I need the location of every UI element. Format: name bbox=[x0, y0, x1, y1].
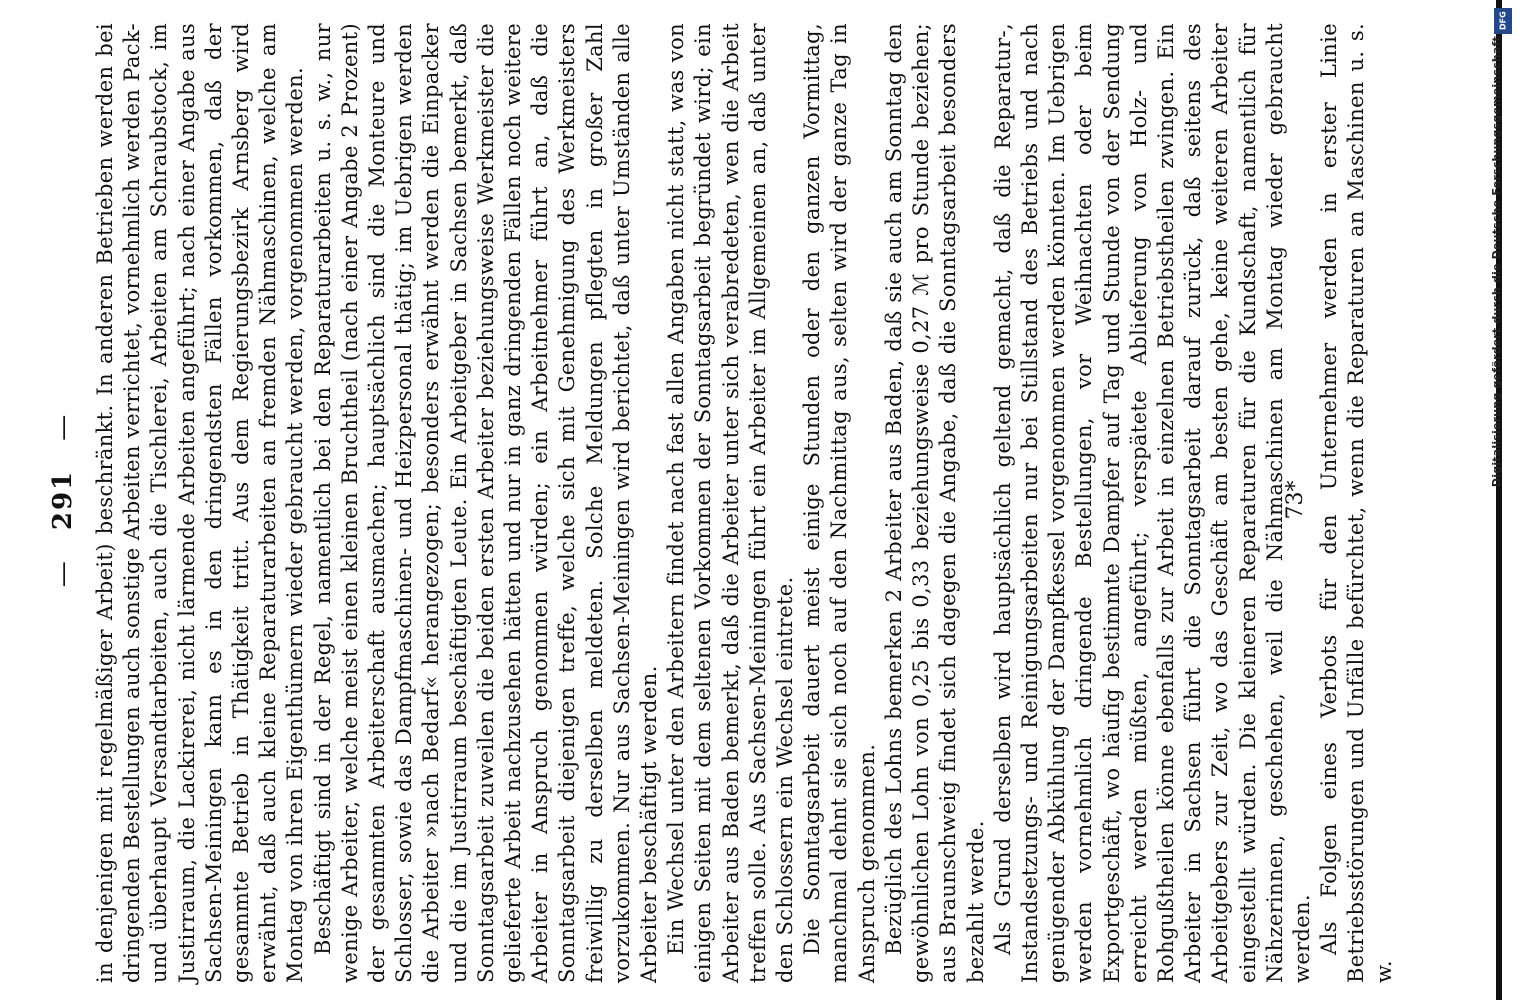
paragraph: in denjenigen mit regelmäßiger Arbeit) beschränkt. In anderen Betrieben werden bei dringenden Bestellungen auch sonstige Arbeiten verrichtet, vornehmlich werden Pack- und überhaupt Versandtarbeiten, auch die Tischlerei, Arbeiten am Schraubstock, im Justirraum, die Lackirerei, nicht lärmende Arbeiten angeführt; nach einer Angabe aus Sachsen-Meiningen kann es in den dringendsten Fällen vorkommen, daß der gesammte Betrieb in Thätigkeit tritt. Aus dem Regierungsbezirk Arnsberg wird erwähnt, daß auch kleine Reparaturarbeiten an fremden Nähmaschinen, welche am Montag von ihren Eigenthümern wieder gebraucht werden, vorgenommen werden. bbox=[93, 23, 308, 983]
paragraph: Ein Wechsel unter den Arbeitern findet nach fast allen Angaben nicht statt, was von einigen Seiten mit dem seltenen Vorkommen der Sonntagsarbeit begründet wird; ein Arbeiter aus Baden bemerkt, daß die Arbeiter unter sich verabredeten, wen die Arbeit treffen solle. Aus Sachsen-Meiningen führt ein Arbeiter im Allgemeinen an, daß unter den Schlossern ein Wechsel eintrete. bbox=[664, 23, 798, 983]
dfg-logo-icon: DFG bbox=[1494, 8, 1512, 34]
signature-mark: 73* bbox=[1283, 480, 1308, 520]
page-body-text bbox=[92, 23, 1398, 983]
digitization-sidebar bbox=[1488, 6, 1518, 996]
page-number: 291 bbox=[48, 469, 78, 531]
paragraph: Als Folgen eines Verbots für den Unternehmer werden in erster Linie Betriebsstörungen und Unfälle befürchtet, wenn die Reparaturen an Maschinen u. s. w. bbox=[1317, 23, 1396, 983]
paragraph: Beschäftigt sind in der Regel, namentlich bei den Reparaturarbeiten u. s. w., nur wenige Arbeiter, welche meist einen kleinen Bruchtheil (nach einer Angabe 2 Prozent) der gesammten Arbeiterschaft ausmachen; hauptsächlich sind die Monteure und Schlosser, sowie das Dampfmaschinen- und Heizpersonal thätig; im Uebrigen werden die Arbeiter »nach Bedarf« herangezogen; besonders erwähnt werden die Einpacker und die im Justirraum beschäftigten Leute. Ein Arbeitgeber in Sachsen bemerkt, daß Sonntagsarbeit zuweilen die beiden ersten Arbeiter beziehungsweise Werkmeister die gelieferte Arbeit nachzusehen hätten und nur in ganz dringenden Fällen noch weitere Arbeiter in Anspruch genommen würden; ein Arbeitnehmer führt an, daß die Sonntagsarbeit diejenigen treffe, welche sich mit Genehmigung des Werkmeisters freiwillig zu derselben meldeten. Solche Meldungen pflegten in großer Zahl vorzukommen. Nur aus Sachsen-Meiningen wird berichtet, daß unter Umständen alle Arbeiter beschäftigt werden. bbox=[310, 23, 662, 983]
page-header bbox=[48, 20, 78, 980]
paragraph: Die Sonntagsarbeit dauert meist einige Stunden oder den ganzen Vormittag, manchmal dehnt sie sich noch auf den Nachmittag aus, selten wird der ganze Tag in Anspruch genommen. bbox=[800, 23, 879, 983]
paragraph: Bezüglich des Lohns bemerken 2 Arbeiter aus Baden, daß sie auch am Sonntag den gewöhnlichen Lohn von 0,25 bis 0,33 beziehungsweise 0,27 ℳ pro Stunde beziehen; aus Braunschweig findet sich dagegen die Angabe, daß die Sonntagsarbeit besonders bezahlt werde. bbox=[881, 23, 988, 983]
header-dash-right: — bbox=[48, 412, 78, 441]
header-dash-left: — bbox=[48, 559, 78, 588]
digitization-note: Digitalisierung gefördert durch die Deutsche Forschungsgemeinschaft bbox=[1490, 36, 1503, 488]
paragraph: Als Grund derselben wird hauptsächlich geltend gemacht, daß die Reparatur-, Instandsetzungs- und Reinigungsarbeiten nur bei Stillstand des Betriebs und nach genügender Abkühlung der Dampfkessel vorgenommen werden könnten. Im Uebrigen werden vornehmlich dringende Bestellungen, vor Weihnachten oder beim Exportgeschäft, wo häufig bestimmte Dampfer auf Tag und Stunde von der Sendung erreicht werden müßten, angeführt; verspätete Ablieferung von Holz- und Rohgußtheilen könne ebenfalls zur Arbeit in einzelnen Betriebstheilen zwingen. Ein Arbeiter in Sachsen führt die Sonntagsarbeit darauf zurück, daß seitens des Arbeitgebers zur Zeit, wo das Geschäft am besten gehe, keine weiteren Arbeiter eingestellt würden. Die kleineren Reparaturen für die Kundschaft, namentlich für Nähzerinnen, geschehen, weil die Nähmaschinen am Montag wieder gebraucht werden. bbox=[990, 23, 1314, 983]
